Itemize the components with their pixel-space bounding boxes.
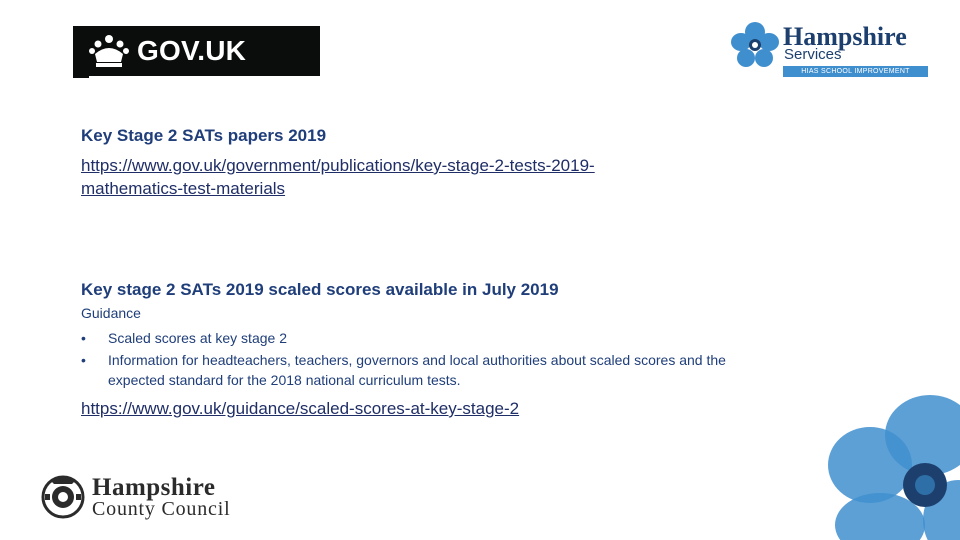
guidance-label: Guidance [81,305,141,321]
hampshire-county-council-logo [40,474,260,520]
hampshire-services-title: Hampshire [783,22,907,51]
govuk-banner-tab [73,74,89,78]
govuk-wordmark: GOV.UK [137,35,247,66]
govuk-logo [73,26,320,76]
bullet-icon: • [81,352,86,368]
scaled-scores-link[interactable]: https://www.gov.uk/guidance/scaled-scores-at-key-stage-2 [81,399,520,418]
test-materials-link[interactable] [81,154,595,200]
list-item [81,328,728,348]
hampshire-services-subtitle: Services [784,46,842,63]
hcc-name-line2: County Council [92,498,231,520]
section2-heading: Key stage 2 SATs 2019 scaled scores available in July 2019 [81,280,559,299]
hias-bar: HIAS SCHOOL IMPROVEMENT [783,66,928,77]
hampshire-services-logo [730,22,930,82]
list-item [81,350,728,390]
flower-icon [730,22,780,68]
section1-heading: Key Stage 2 SATs papers 2019 [81,126,327,145]
decorative-flower-icon [780,390,960,540]
crest-icon [40,474,86,520]
bullet-text: Scaled scores at key stage 2 [108,330,287,346]
test-materials-link-line2: mathematics-test-materials [81,179,286,198]
crown-icon [89,34,129,68]
bullet-icon: • [81,330,86,346]
bullet-text: Information for headteachers, teachers, governors and local authorities about scaled scores and the expected standard for the 2018 national curriculum tests. [108,352,726,388]
test-materials-link-line1: https://www.gov.uk/government/publications/key-stage-2-tests-2019- [81,156,595,175]
hcc-name-line1: Hampshire [92,474,216,501]
